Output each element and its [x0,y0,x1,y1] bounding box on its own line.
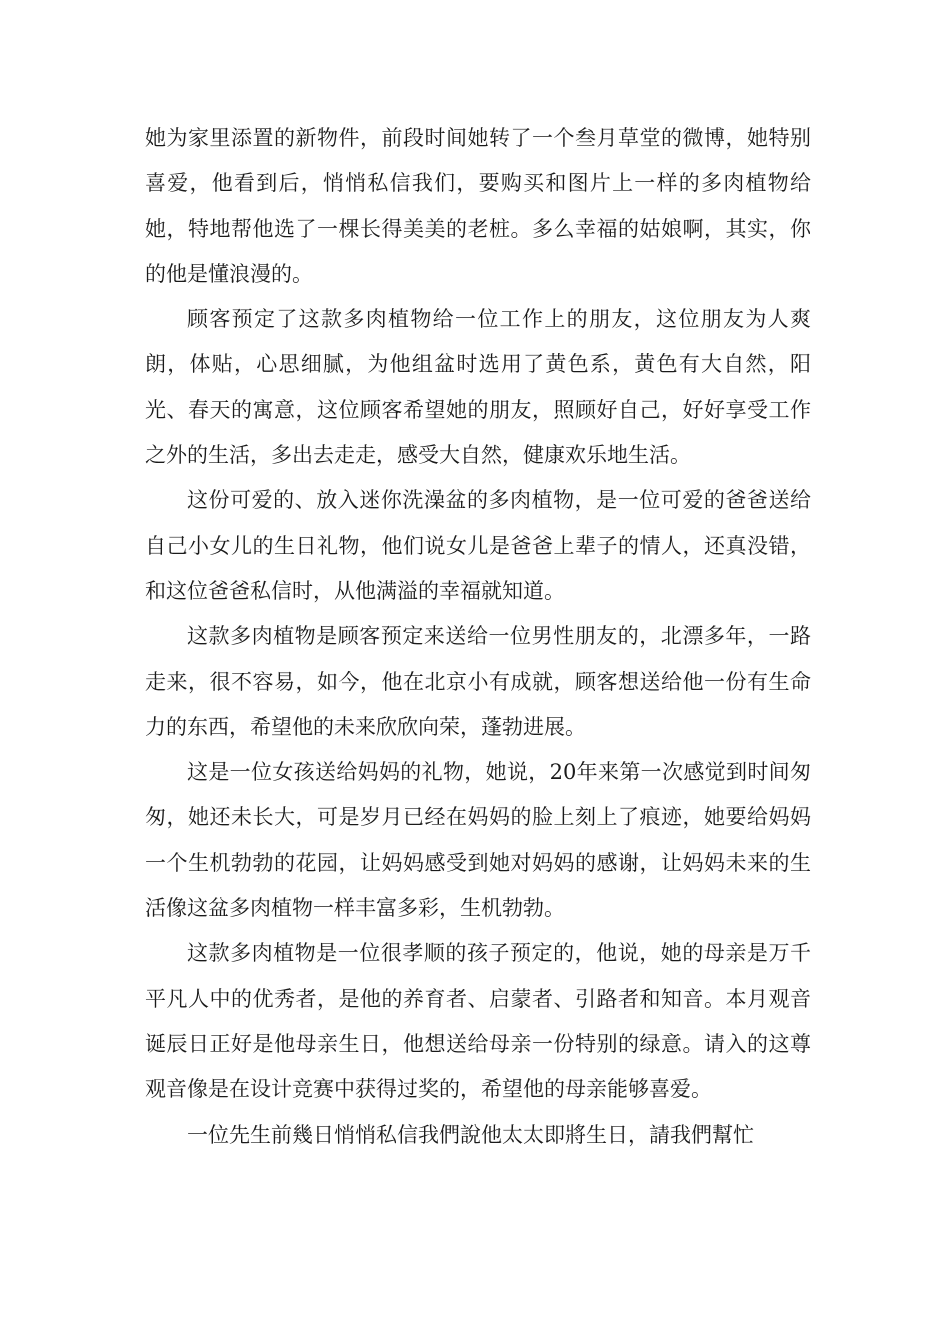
paragraph-1: 她为家里添置的新物件，前段时间她转了一个叁月草堂的微博，她特别喜爱，他看到后，悄悄私信我们，要购买和图片上一样的多肉植物给她，特地帮他选了一棵长得美美的老桩。多么幸福的姑娘啊，其实，你的他是懂浪漫的。 [145,126,811,286]
paragraph-2: 顾客预定了这款多肉植物给一位工作上的朋友，这位朋友为人爽朗，体贴，心思细腻，为他组盆时选用了黄色系，黄色有大自然，阳光、春天的寓意，这位顾客希望她的朋友，照顾好自己，好好享受工作之外的生活，多出去走走，感受大自然，健康欢乐地生活。 [145,307,811,468]
paragraph-5: 这是一位女孩送给妈妈的礼物，她说，20年来第一次感觉到时间匆匆，她还未长大，可是岁月已经在妈妈的脸上刻上了痕迹，她要给妈妈一个生机勃勃的花园，让妈妈感受到她对妈妈的感谢，让妈妈未来的生活像这盆多肉植物一样丰富多彩，生机勃勃。 [145,760,811,921]
paragraph-6: 这款多肉植物是一位很孝顺的孩子预定的，他说，她的母亲是万千平凡人中的优秀者，是他的养育者、启蒙者、引路者和知音。本月观音诞辰日正好是他母亲生日，他想送给母亲一份特别的绿意。请入的这尊观音像是在设计竞赛中获得过奖的，希望他的母亲能够喜爱。 [145,941,811,1102]
paragraph-3: 这份可爱的、放入迷你洗澡盆的多肉植物，是一位可爱的爸爸送给自己小女儿的生日礼物，他们说女儿是爸爸上辈子的情人，还真没错，和这位爸爸私信时，从他满溢的幸福就知道。 [145,488,811,603]
paragraph-7: 一位先生前幾日悄悄私信我們說他太太即將生日，請我們幫忙 [187,1122,754,1147]
document-body [145,116,811,1158]
paragraph-4: 这款多肉植物是顾客预定来送给一位男性朋友的，北漂多年，一路走来，很不容易，如今，他在北京小有成就，顾客想送给他一份有生命力的东西，希望他的未来欣欣向荣，蓬勃进展。 [145,624,811,739]
